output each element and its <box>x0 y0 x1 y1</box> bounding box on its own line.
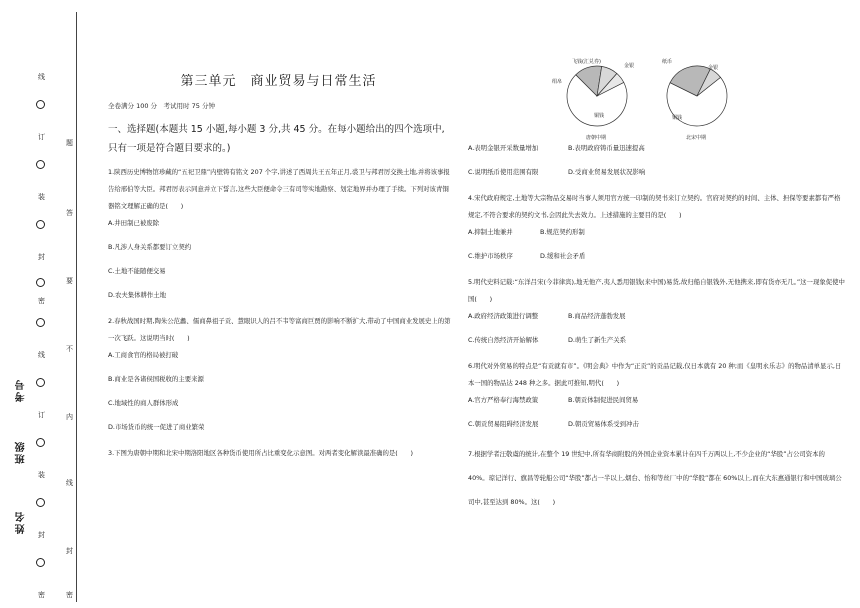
binding-hole <box>36 100 45 109</box>
song-pie-svg <box>652 56 742 142</box>
tang-caption: 唐朝中期 <box>586 135 607 141</box>
binding-glyph: 要 <box>66 277 73 285</box>
binding-glyph: 装 <box>38 471 45 479</box>
question-3-options-row-2 <box>468 166 846 178</box>
song-pie-chart <box>652 56 742 146</box>
question-4-option-d: D.缓和社会矛盾 <box>540 252 586 260</box>
question-5-option-c: C.传统自然经济开始解体 <box>468 336 539 344</box>
song-label-zhibi: 纸币 <box>662 59 673 65</box>
question-5-option-d: D.萌生了新生产关系 <box>568 336 627 344</box>
question-2-stem: 2.春秋战国时期,陶朱公范蠡、儒商鼻祖子贡、慧眼识人的吕不韦等富商巨贾的影响不断扩大,带动了中国商业发展史上的第一次飞跃。这说明当时( ) <box>108 317 451 342</box>
question-5-stem: 5.明代史料记载:“东洋吕宋(今菲律宾),地无他产,夷人悉用银钱(来中国)易货,故归船自银钱外,无他携来,即有货亦无几。”这一现象促使中国( ) <box>468 278 845 303</box>
binding-glyph: 线 <box>38 351 45 359</box>
page-title: 第三单元 商业贸易与日常生活 <box>180 74 377 89</box>
binding-glyph: 订 <box>38 411 45 419</box>
binding-hole <box>36 558 45 567</box>
question-3-option-c: C.说明纸币使用范围有限 <box>468 168 539 176</box>
tang-label-jinyin: 金银 <box>624 63 635 69</box>
question-4-options-row-2 <box>468 250 846 262</box>
tang-label-tongqian: 铜钱 <box>594 113 605 119</box>
question-3-option-b: B.表明政府铸币量迅速提高 <box>568 144 645 152</box>
question-1-option-b: B.凡涉人身关系都要订立契约 <box>108 243 192 251</box>
question-5-options-row-1 <box>468 310 846 322</box>
binding-line <box>76 12 77 602</box>
tang-label-juanbo: 绢帛 <box>552 79 563 85</box>
binding-glyph: 封 <box>66 547 73 555</box>
left-column <box>106 66 451 464</box>
binding-hole <box>36 278 45 287</box>
question-5-option-a: A.政府经济政策进行调整 <box>468 312 539 320</box>
question-6-options-row-1 <box>468 394 846 406</box>
binding-glyph: 题 <box>66 139 73 147</box>
binding-hole <box>36 160 45 169</box>
binding-glyph: 答 <box>66 209 73 217</box>
binding-glyph: 线 <box>66 479 73 487</box>
song-label-tongqian: 铜钱 <box>672 115 683 121</box>
binding-glyph: 不 <box>66 345 73 353</box>
binding-glyph: 封 <box>38 531 45 539</box>
question-4-stem: 4.宋代政府规定,土地等大宗物品交易时当事人须用官方统一印制的契书来订立契约。官府对契约的时间、主体、担保等要素都有严格规定,不符合要求的契约文书,会因此失去效力。上述措施的主要目的是( ) <box>468 194 841 219</box>
question-4-option-b: B.规范契约形制 <box>540 228 585 236</box>
section-heading: 一、选择题(本题共 15 小题,每小题 3 分,共 45 分。在每小题给出的四个选项中,只有一项是符合题目要求的。) <box>108 124 445 154</box>
question-3-stem: 3.下图为唐朝中期和北宋中期洛阳地区各种货币使用所占比重变化示意图。对两者变化解读最准确的是( ) <box>108 449 414 457</box>
song-label-jinyin: 金银 <box>708 65 719 71</box>
question-6-option-a: A.官方严格奉行海禁政策 <box>468 396 539 404</box>
question-1-stem: 1.陕西历史博物馆珍藏的“五祀卫鼎”内壁铸有铭文 207 个字,讲述了西周共王五年正月,裘卫与邦君厉交换土地,并将该事报告给邢伯等大臣。邦君厉表示同意并立下誓言,这些大臣便命令三有司等实地勘察、划定地界并办理了手续。下列对该青铜器铭文理解正确的是( ) <box>108 168 450 210</box>
binding-strip <box>0 0 92 608</box>
question-5-option-b: B.商品经济蓬勃发展 <box>568 312 626 320</box>
binding-hole <box>36 318 45 327</box>
question-3-option-d: D.受商业贸易发展状况影响 <box>568 168 646 176</box>
binding-hole <box>36 498 45 507</box>
binding-hole <box>36 220 45 229</box>
question-6-option-c: C.朝贡贸易阻碍经济发展 <box>468 420 539 428</box>
binding-glyph: 封 <box>38 253 45 261</box>
binding-hole <box>36 438 45 447</box>
question-6-options-row-2 <box>468 418 846 430</box>
exam-number-label: 考号 <box>16 378 27 402</box>
question-2-option-a: A.工商食官的格局被打破 <box>108 351 179 359</box>
currency-pie-charts <box>552 56 846 142</box>
question-6-option-b: B.朝贡体制促进民间贸易 <box>568 396 639 404</box>
question-4-option-a: A.抑制土地兼并 <box>468 228 513 236</box>
binding-hole <box>36 378 45 387</box>
binding-glyph: 密 <box>66 591 73 599</box>
tang-pie-chart <box>552 56 642 146</box>
question-1-option-c: C.土地不能随便交易 <box>108 267 166 275</box>
tang-label-feiqian: 飞钱(汇兑券) <box>572 59 601 65</box>
question-5-options-row-2 <box>468 334 846 346</box>
right-column <box>466 56 846 514</box>
question-3-option-a: A.表明金银开采数量增加 <box>468 144 539 152</box>
binding-glyph: 内 <box>66 413 73 421</box>
binding-glyph: 线 <box>38 73 45 81</box>
question-2-option-d: D.市场货币的统一促进了商业繁荣 <box>108 423 205 431</box>
name-label: 姓名 <box>16 510 27 534</box>
question-1-option-a: A.井田制已被废除 <box>108 219 160 227</box>
binding-glyph: 订 <box>38 133 45 141</box>
question-7-stem: 7.根据学者汪敬虞的统计,在整个 19 世纪中,所有华商附股的外国企业资本累计在四千万两以上,不少企业的“华股”占公司资本的 40%。琼记洋行、旗昌等轮船公司“华股”都占一半以上,烟台、怡和等丝厂中的“华股”都在 60%以上,而在大东惠通银行和中国玻璃公司中,甚至达到 80%。这( ) <box>468 450 842 506</box>
question-1-option-d: D.农夫集体耕作土地 <box>108 291 167 299</box>
question-2-option-b: B.商业是各诸侯国税收的主要来源 <box>108 375 204 383</box>
question-6-option-d: D.朝贡贸易体系受到冲击 <box>568 420 639 428</box>
binding-glyph: 装 <box>38 193 45 201</box>
exam-meta: 全卷满分 100 分 考试用时 75 分钟 <box>108 102 215 110</box>
song-caption: 北宋中期 <box>686 135 707 141</box>
question-4-option-c: C.维护市场秩序 <box>468 252 513 260</box>
question-6-stem: 6.明代对外贸易的特点是“有贡就有市”。《明会典》中作为“正贡”的贡品记载,仅日本就有 20 种;而《皇明永乐志》的物品清单显示,日本一国的物品达 248 种之多。据此可推知,明代( ) <box>468 362 842 387</box>
question-4-options-row-1 <box>468 226 846 238</box>
binding-glyph: 密 <box>38 591 45 599</box>
binding-glyph: 密 <box>38 297 45 305</box>
class-label: 班级 <box>16 440 27 464</box>
question-2-option-c: C.地域性的商人群体形成 <box>108 399 179 407</box>
